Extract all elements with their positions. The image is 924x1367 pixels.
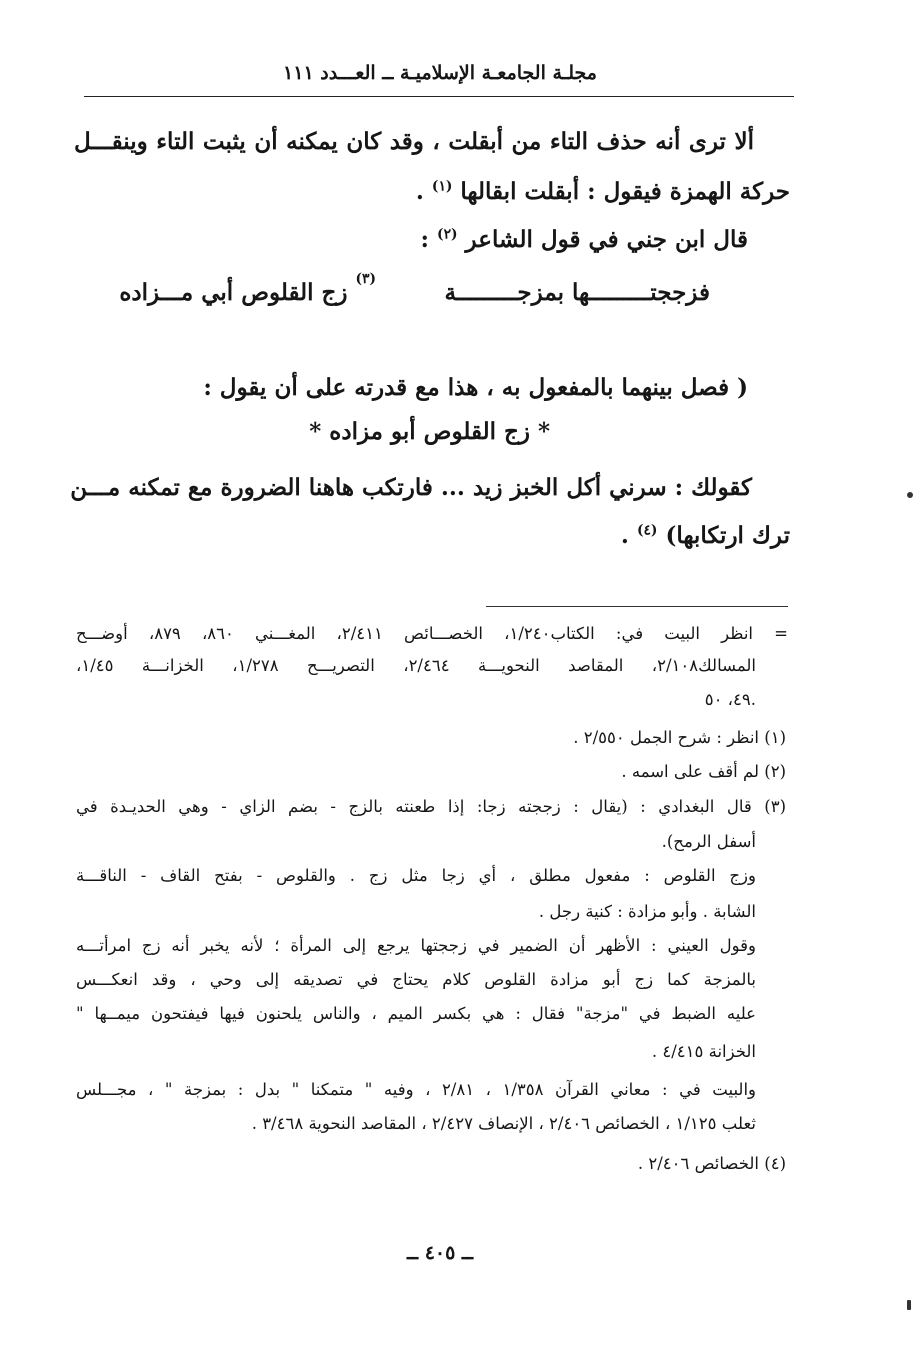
- footnote-2: (٢) لم أقف على اسمه .: [621, 762, 786, 781]
- verse-second-hemistich: [119, 271, 376, 306]
- footnote-3-line-6: بالمزجة كما زج أبو مزادة القلوص كلام يحتاج في تصديقه إلى وحي ، وقد انعكـــس: [76, 970, 756, 989]
- running-header: مجلـة الجامعـة الإسلاميـة ــ العـــدد ١١١: [283, 62, 597, 84]
- footnote-ref-4: (٤): [636, 522, 658, 539]
- body-line-1: ألا ترى أنه حذف التاء من أبقلت ، وقد كان يمكنه أن يثبت التاء وينقـــل: [74, 128, 754, 155]
- footnote-ref-3: (٣): [355, 271, 376, 288]
- footnote-3-line-7: عليه الضبط في "مزجة" فقال : هي بكسر الميم ، والناس يلحنون فيها فيفتحون ميمــها ": [76, 1004, 756, 1023]
- scan-mark: [907, 492, 913, 498]
- footnote-continuation-line-2: المسالك٢/١٠٨، المقاصد النحويـــة ٢/٤٦٤، التصريـــح ١/٢٧٨، الخزانـــة ١/٤٥،: [76, 656, 756, 675]
- body-line-2-text: حركة الهمزة فيقول : أبقلت ابقالها: [460, 178, 790, 205]
- body-line-7: كقولك : سرني أكل الخبز زيد ... فارتكب هاهنا الضرورة مع تمكنه مـــن: [70, 474, 752, 501]
- footnote-3-line-10: ثعلب ١/١٢٥ ، الخصائص ٢/٤٠٦ ، الإنصاف ٢/٤٢٧ ، المقاصد النحوية ٣/٤٦٨ .: [251, 1114, 756, 1133]
- body-line-5: ( فصل بينهما بالمفعول به ، هذا مع قدرته على أن يقول :: [203, 374, 748, 401]
- scan-mark: [907, 1300, 911, 1310]
- footnote-ref-1: (١): [431, 178, 453, 195]
- footnote-3-line-5: وقول العيني : الأظهر أن الضمير في زججتها يرجع إلى المرأة ؛ لأنه يخبر أنه زج امرأتـــه: [76, 936, 756, 955]
- body-line-3: [421, 226, 748, 253]
- footnote-ref-2: (٢): [437, 226, 458, 243]
- footnote-continuation-line-3: ٤٩، ٥٠.: [704, 690, 756, 709]
- body-line-8: [621, 522, 790, 549]
- verse-first-hemistich: فزججتـــــــــها بمزجـــــــــة: [444, 279, 710, 306]
- footnote-3-line-4: الشابة . وأبو مزادة : كنية رجل .: [538, 902, 756, 921]
- body-line-6: * زج القلوص أبو مزاده *: [309, 418, 550, 445]
- footnote-continuation-line-1: = انظر البيت في: الكتاب١/٢٤٠، الخصـــائص ٢/٤١١، المغـــني ٨٦٠، ٨٧٩، أوضـــح: [76, 624, 788, 643]
- body-line-2-end: .: [415, 178, 424, 205]
- footnote-3-line-3: وزج القلوص : مفعول مطلق ، أي زجا مثل زج . والقلوص - بفتح القاف - الناقـــة: [76, 866, 756, 885]
- body-line-8-text: ترك ارتكابها): [665, 522, 790, 549]
- body-line-8-end: .: [620, 522, 629, 549]
- body-line-2: [416, 178, 790, 205]
- header-rule: [84, 96, 794, 97]
- footnote-3-line-2: أسفل الرمح).: [661, 832, 756, 851]
- footnote-3-line-8: الخزانة ٤/٤١٥ .: [651, 1042, 756, 1061]
- footnote-4: (٤) الخصائص ٢/٤٠٦ .: [637, 1154, 786, 1173]
- verse-second-text: زج القلوص أبي مـــزاده: [119, 279, 348, 306]
- body-line-3-text: قال ابن جني في قول الشاعر: [465, 226, 748, 253]
- footnote-1: (١) انظر : شرح الجمل ٢/٥٥٠ .: [573, 728, 786, 747]
- footnote-rule: [486, 606, 788, 607]
- footnote-3-line-9: والبيت في : معاني القرآن ١/٣٥٨ ، ٢/٨١ ، وفيه " متمكنا " بدل : بمزجة " ، مجـــلس: [76, 1080, 756, 1099]
- body-line-3-end: :: [420, 226, 430, 253]
- page-number: ــ ٤٠٥ ــ: [406, 1242, 474, 1264]
- footnote-3-line-1: (٣) قال البغدادي : (يقال : زججته زجا: إذا طعنته بالزج - بضم الزاي - وهي الحديـدة في: [76, 797, 786, 816]
